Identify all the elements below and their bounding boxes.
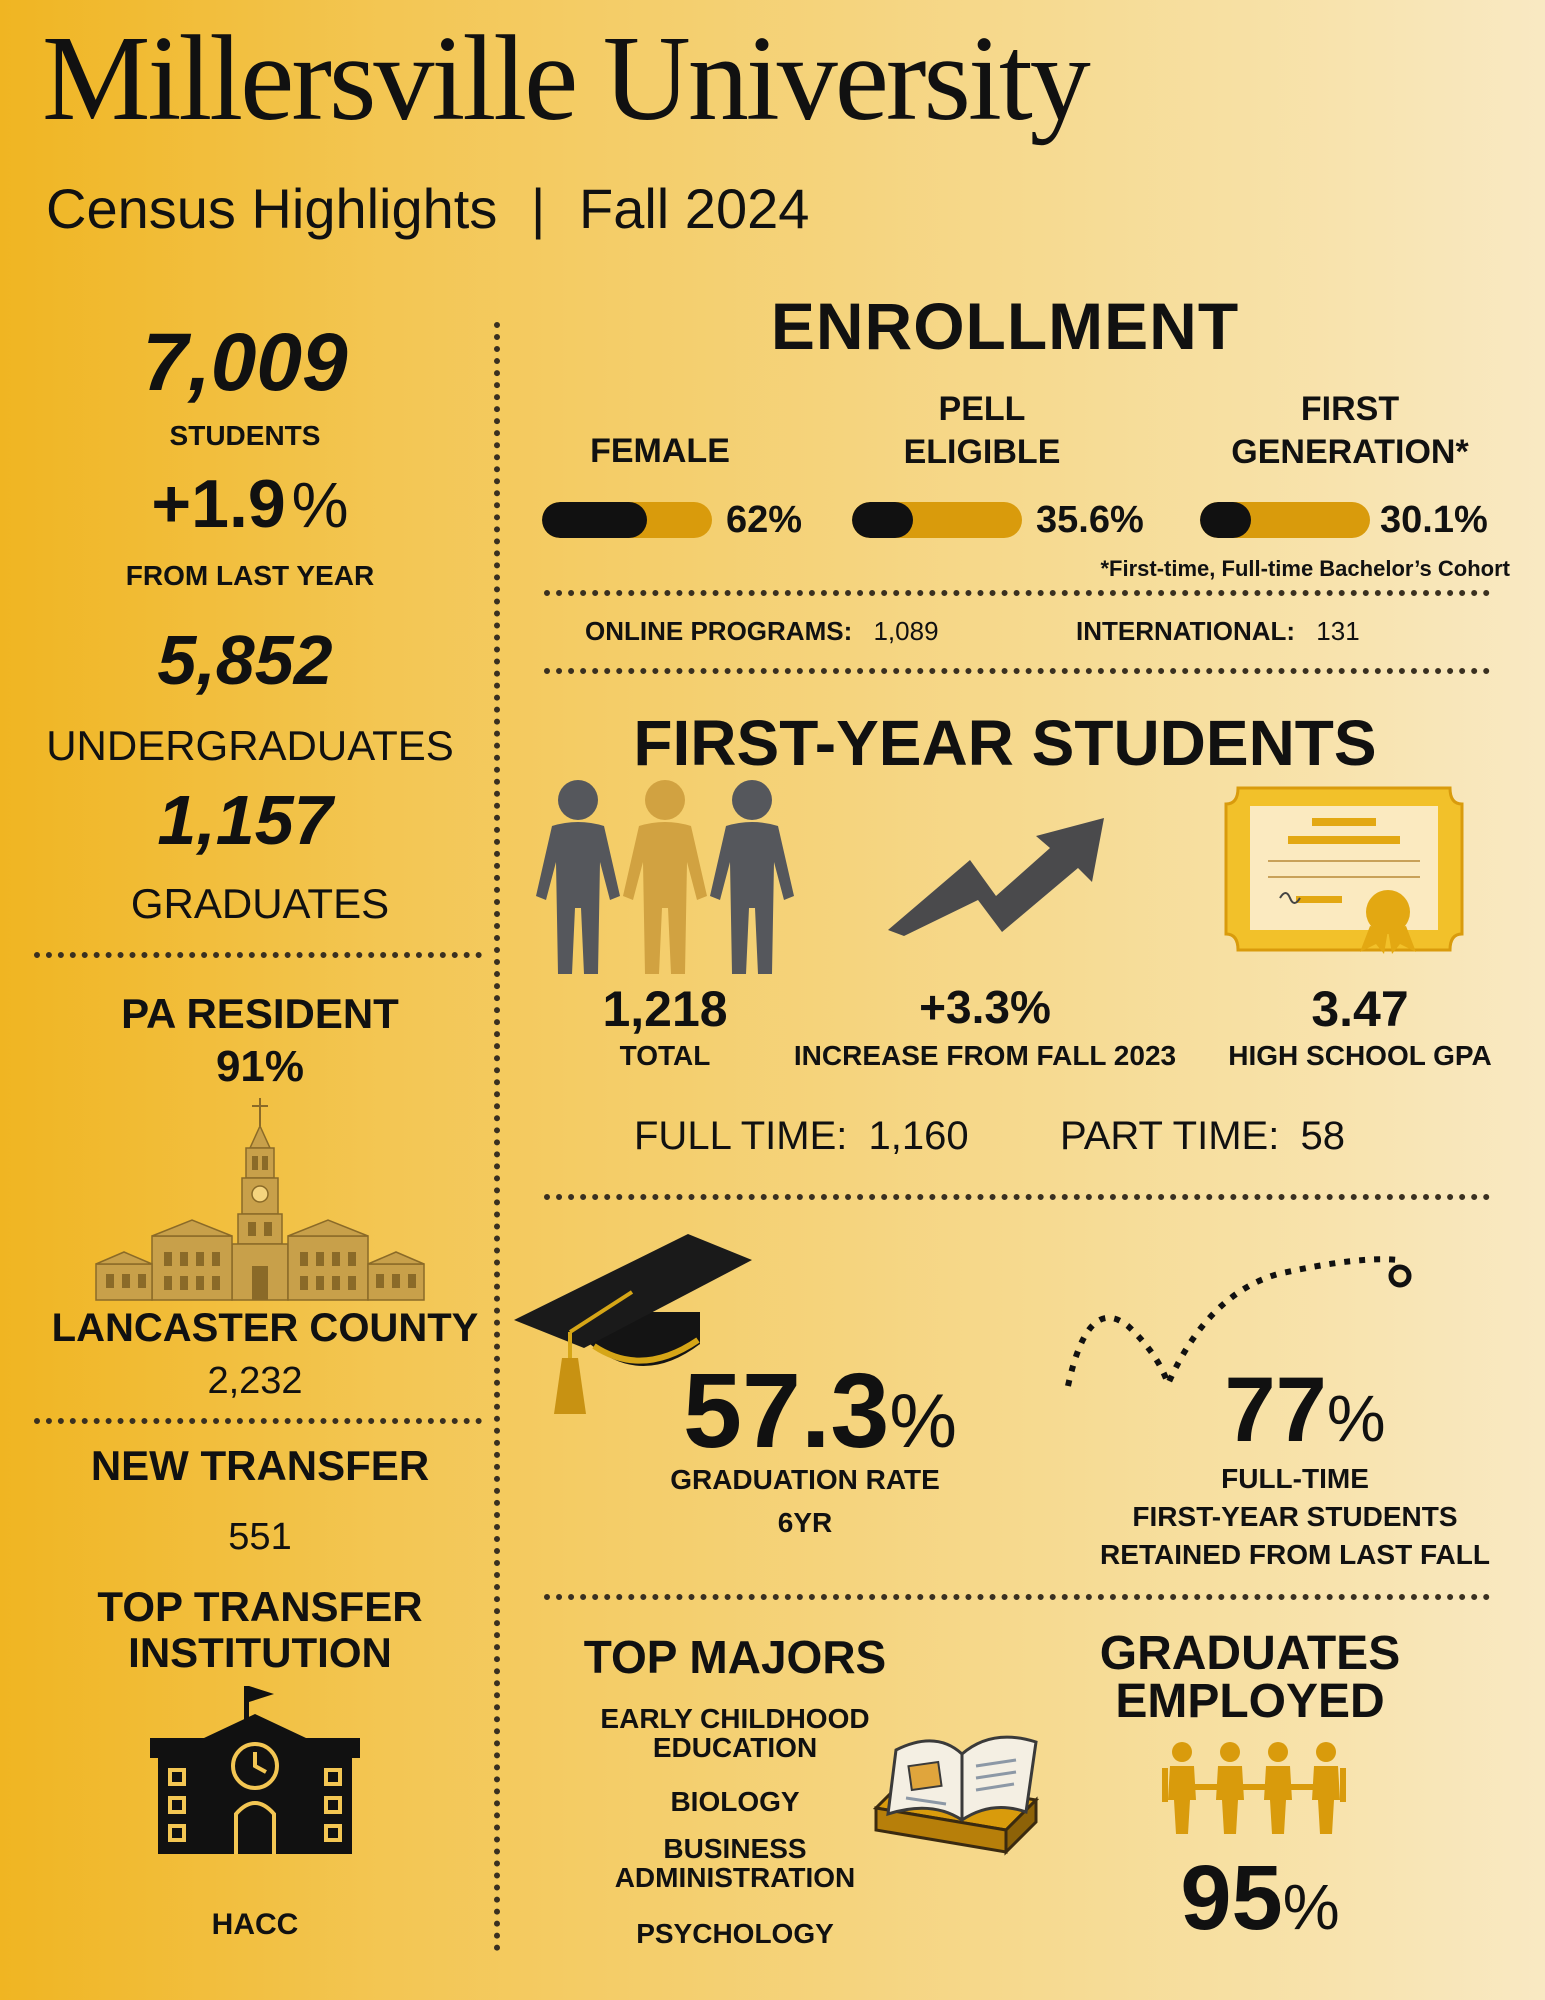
grad-value: 1,157 — [157, 781, 333, 859]
change-label: FROM LAST YEAR — [125, 560, 375, 591]
pell-bar-fill — [852, 502, 913, 538]
major-item: PSYCHOLOGY — [636, 1918, 834, 1949]
capitol-building-icon — [92, 1096, 428, 1302]
retention-label-line3: RETAINED FROM LAST FALL — [1100, 1538, 1490, 1570]
pell-label-line2: ELIGIBLE — [903, 432, 1061, 471]
enrollment-divider-1 — [544, 590, 1490, 596]
employed-heading-line1: GRADUATES — [1099, 1627, 1401, 1680]
first-gen-bar — [1200, 502, 1370, 538]
female-bar — [542, 502, 712, 538]
female-label-line2: FEMALE — [590, 432, 730, 470]
first-year-heading: FIRST-YEAR STUDENTS — [633, 707, 1377, 779]
diploma-icon — [1224, 784, 1464, 954]
change-value: +1.9 — [151, 466, 286, 542]
enrollment-divider-2 — [544, 668, 1490, 674]
pell-bar — [852, 502, 1022, 538]
total-value: 1,218 — [602, 981, 728, 1037]
column-divider — [494, 322, 500, 1952]
online-programs-value: 1,089 — [873, 616, 939, 646]
majors-heading: TOP MAJORS — [583, 1631, 887, 1683]
full-time — [634, 1114, 969, 1159]
total-label: TOTAL — [619, 1040, 711, 1071]
subtitle-left: Census Highlights — [46, 177, 498, 240]
first-gen-value: 30.1% — [1380, 499, 1488, 541]
first-gen-label-line1: FIRST — [1300, 390, 1400, 428]
top-transfer-label — [40, 1584, 480, 1676]
people-holding-hands-icon — [1160, 1740, 1348, 1836]
grad-rate-label-line1: GRADUATION RATE — [670, 1464, 940, 1495]
retention-label-line2: FIRST-YEAR STUDENTS — [1132, 1500, 1458, 1532]
employed-stat — [1140, 1847, 1380, 1949]
female-value: 62% — [726, 499, 803, 541]
part-time-label: PART TIME: — [1060, 1114, 1280, 1158]
first-gen-label — [1200, 388, 1500, 473]
outcomes-divider — [544, 1594, 1490, 1600]
change-pct: % — [291, 469, 349, 541]
top-transfer-value: HACC — [211, 1908, 299, 1941]
pa-resident-value: 91% — [215, 1042, 305, 1091]
retention-stat — [1170, 1359, 1440, 1461]
trend-arrow-icon — [886, 818, 1106, 936]
part-time — [1060, 1114, 1345, 1159]
new-transfer-value: 551 — [228, 1516, 292, 1558]
books-icon — [866, 1720, 1046, 1862]
employed-value: 95 — [1180, 1847, 1283, 1949]
international — [1076, 616, 1360, 647]
retention-label-line1: FULL-TIME — [1221, 1463, 1369, 1494]
part-time-value: 58 — [1300, 1114, 1345, 1158]
students-total: 7,009 — [142, 317, 348, 408]
major-item: EARLY CHILDHOOD EDUCATION — [600, 1703, 870, 1764]
retention-value: 77 — [1224, 1359, 1327, 1461]
top-transfer-label-line2: INSTITUTION — [128, 1629, 392, 1677]
retention-label — [1080, 1460, 1510, 1573]
new-transfer-label: NEW TRANSFER — [90, 1442, 430, 1489]
retention-pct: % — [1326, 1381, 1386, 1455]
grad-label: GRADUATES — [130, 880, 390, 927]
lancaster-label: LANCASTER COUNTY — [51, 1306, 479, 1350]
subtitle-right: Fall 2024 — [579, 177, 810, 240]
increase-value: +3.3% — [919, 981, 1051, 1033]
international-label: INTERNATIONAL: — [1076, 616, 1296, 646]
first-gen-bar-fill — [1200, 502, 1251, 538]
major-item: BUSINESS ADMINISTRATION — [614, 1833, 856, 1894]
subtitle-separator: | — [530, 177, 546, 240]
enrollment-footnote: *First-time, Full-time Bachelor’s Cohort — [1100, 556, 1510, 581]
full-time-value: 1,160 — [868, 1114, 969, 1158]
lancaster-value: 2,232 — [207, 1360, 303, 1402]
grad-rate-label — [640, 1462, 970, 1540]
school-building-icon — [150, 1686, 360, 1854]
left-divider-1 — [34, 952, 482, 958]
employed-pct: % — [1282, 1871, 1340, 1943]
international-value: 131 — [1316, 616, 1360, 646]
page-title: Millersville University — [42, 11, 1088, 146]
page-subtitle — [46, 176, 809, 241]
grad-rate-label-line2: 6YR — [777, 1507, 833, 1538]
gpa-label: HIGH SCHOOL GPA — [1228, 1040, 1492, 1071]
grad-rate-pct: % — [889, 1379, 957, 1464]
undergrad-label: UNDERGRADUATES — [46, 722, 454, 769]
enrollment-heading: ENROLLMENT — [770, 289, 1240, 363]
students-label: STUDENTS — [169, 420, 321, 451]
full-time-label: FULL TIME: — [634, 1114, 848, 1158]
major-item: BIOLOGY — [670, 1786, 800, 1817]
employed-heading-line2: EMPLOYED — [1115, 1675, 1385, 1728]
undergrad-value: 5,852 — [157, 621, 333, 699]
female-label — [540, 388, 780, 473]
people-icon — [534, 778, 796, 976]
female-label-line1 — [540, 388, 780, 430]
first-gen-label-line2: GENERATION* — [1231, 432, 1469, 471]
pell-label-line1: PELL — [938, 390, 1026, 428]
employed-heading — [1080, 1627, 1420, 1728]
grad-rate-value: 57.3 — [683, 1352, 890, 1470]
increase-label: INCREASE FROM FALL 2023 — [793, 1040, 1177, 1071]
gpa-value: 3.47 — [1311, 981, 1409, 1037]
change-stat — [100, 466, 400, 542]
left-divider-2 — [34, 1418, 482, 1424]
grad-rate-stat — [660, 1352, 980, 1470]
pell-label — [852, 388, 1112, 473]
online-programs-label: ONLINE PROGRAMS: — [585, 616, 853, 646]
female-bar-fill — [542, 502, 647, 538]
pa-resident-label: PA RESIDENT — [121, 990, 399, 1037]
first-year-divider — [544, 1194, 1490, 1200]
pell-value: 35.6% — [1036, 499, 1144, 541]
online-programs — [585, 616, 939, 647]
top-transfer-label-line1: TOP TRANSFER — [97, 1583, 423, 1630]
